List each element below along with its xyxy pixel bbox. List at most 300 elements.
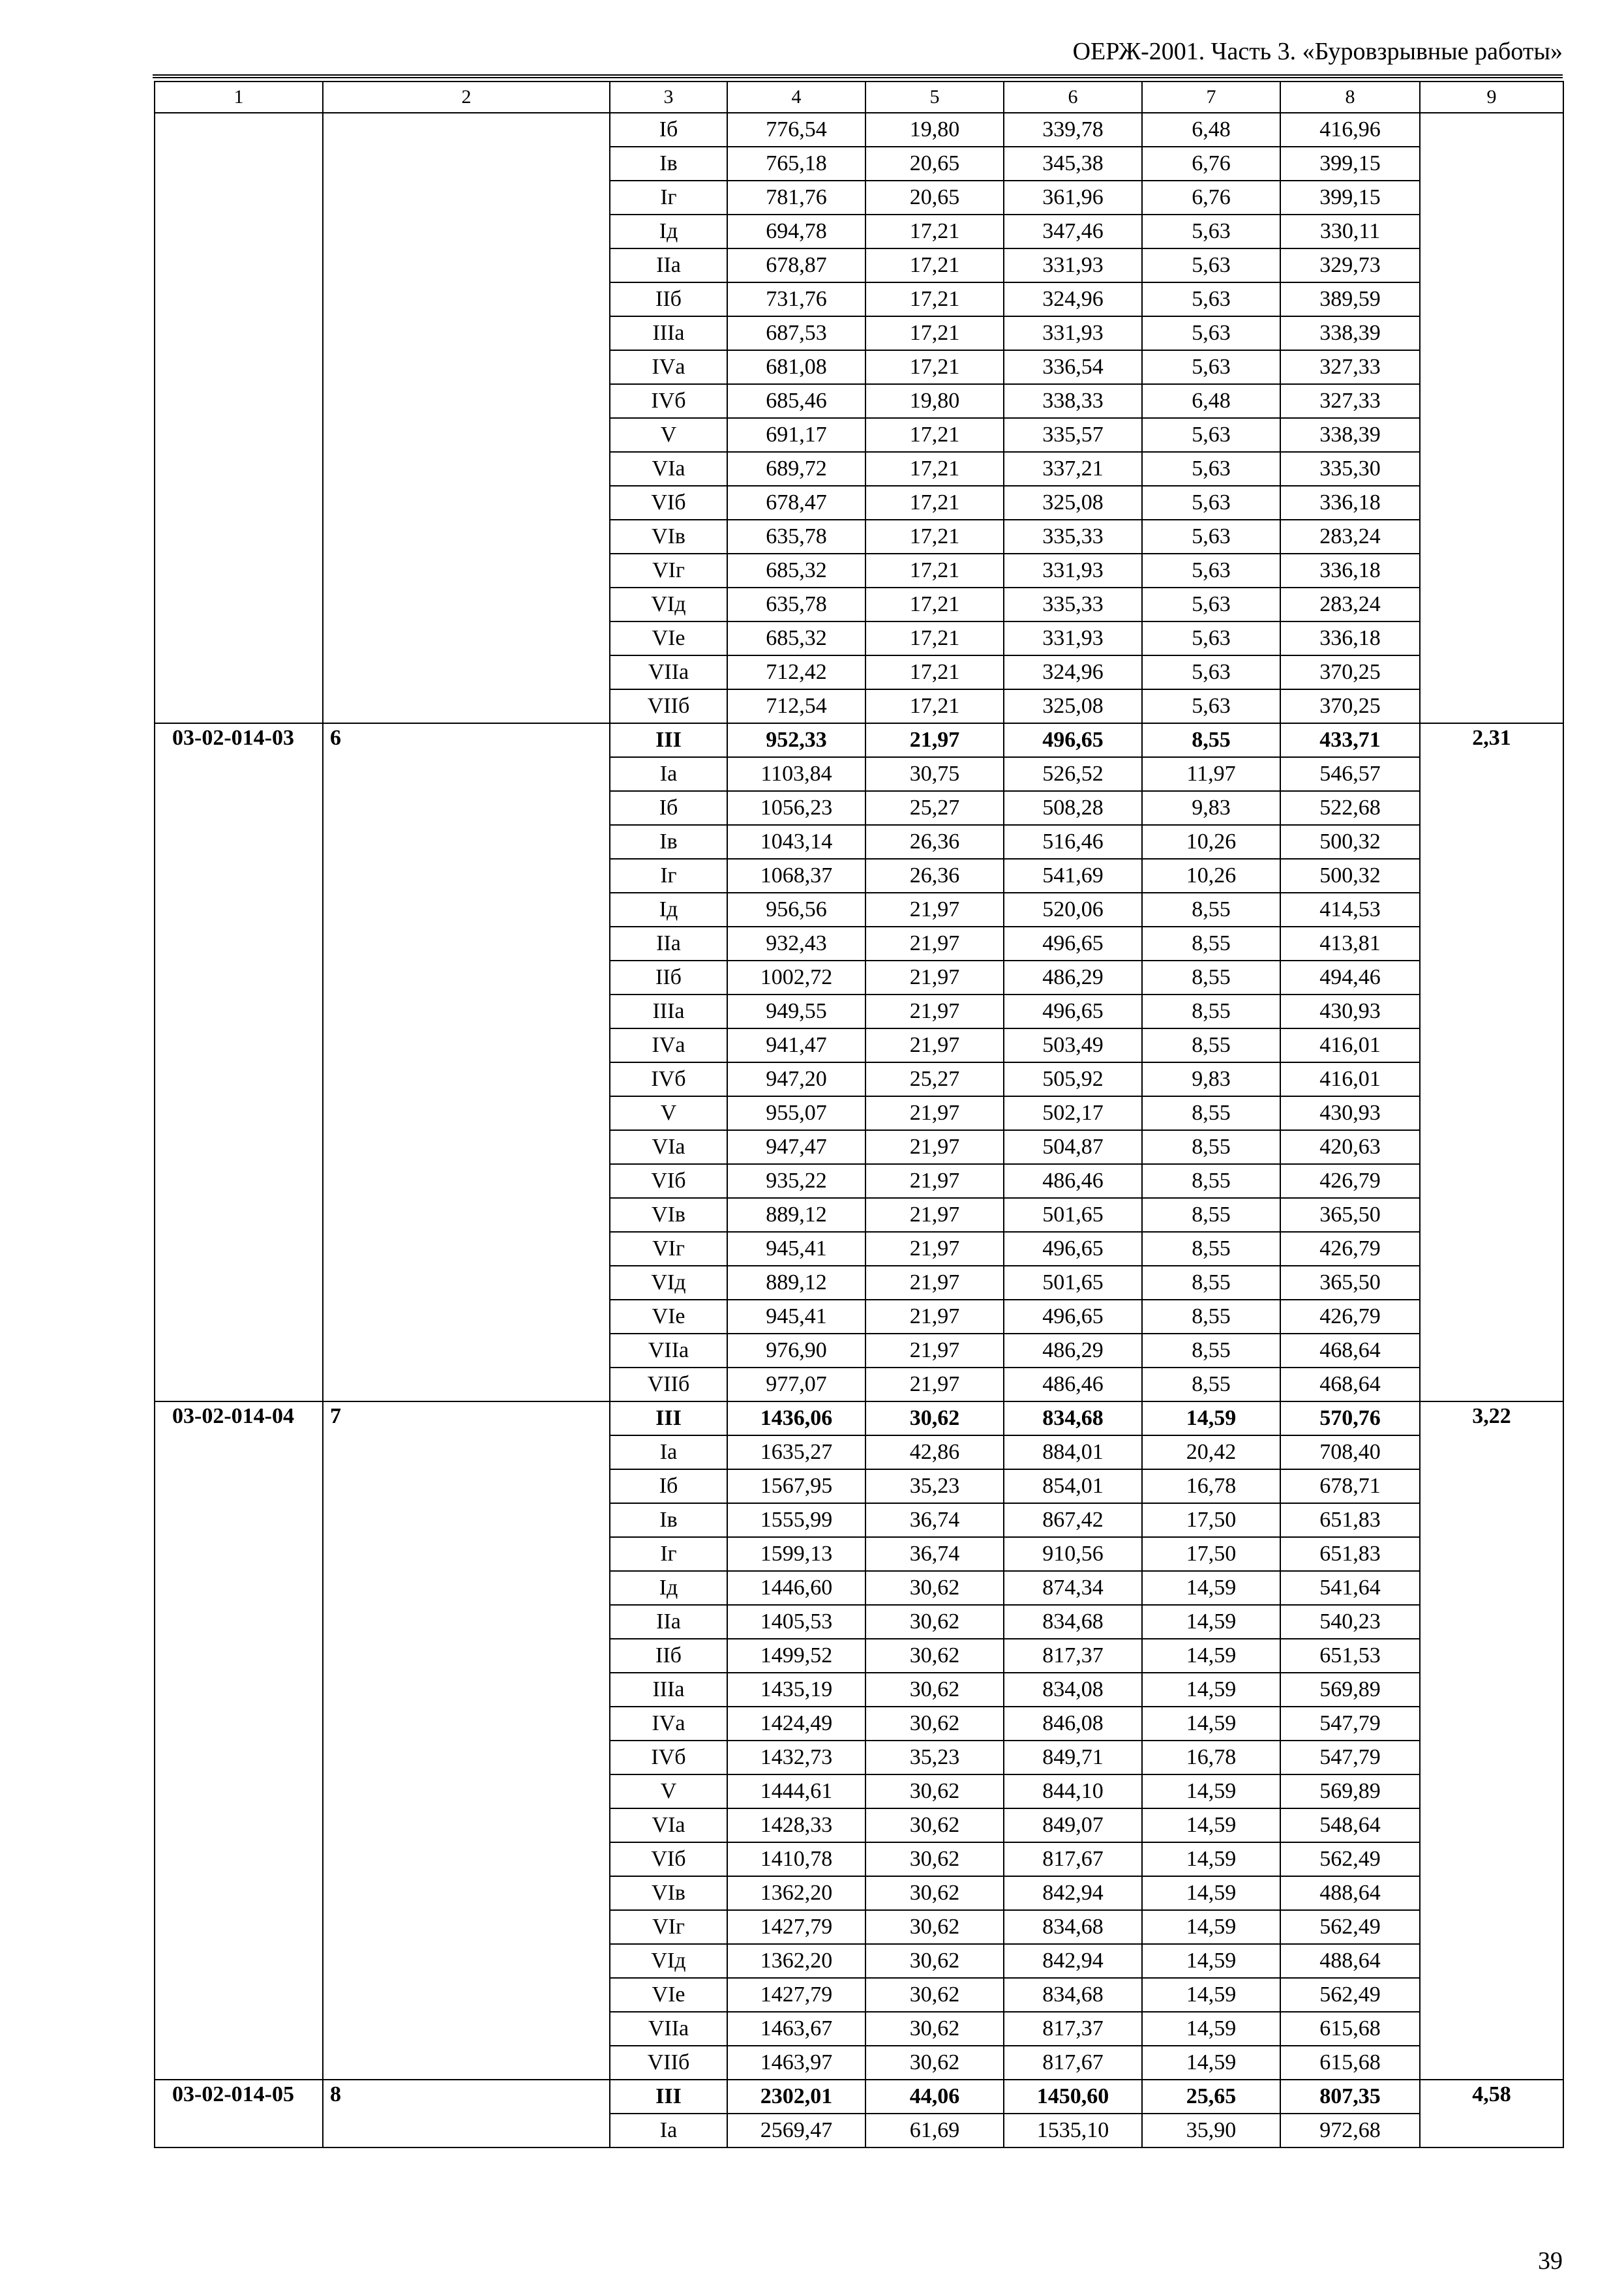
coefficient-cell: 2,31 [1420,723,1563,1401]
rate-category-cell: IIIа [610,316,727,350]
direct-cost-cell: 635,78 [727,588,865,621]
rate-category-cell: VIг [610,554,727,588]
materials-cost-cell: 500,32 [1280,859,1420,893]
labor-wage-cell: 19,80 [865,384,1004,418]
direct-cost-cell: 976,90 [727,1334,865,1368]
machine-cost-cell: 335,57 [1004,418,1142,452]
column-number-cell: 2 [323,82,610,113]
labor-wage-cell: 30,62 [865,1774,1004,1808]
labor-wage-cell: 17,21 [865,621,1004,655]
rate-category-cell: IIа [610,248,727,282]
direct-cost-cell: 947,20 [727,1062,865,1096]
direct-cost-cell: 1444,61 [727,1774,865,1808]
rate-category-cell: V [610,1774,727,1808]
direct-cost-cell: 678,87 [727,248,865,282]
rate-category-cell: III [610,723,727,757]
machine-cost-cell: 335,33 [1004,520,1142,554]
materials-cost-cell: 365,50 [1280,1266,1420,1300]
materials-cost-cell: 283,24 [1280,588,1420,621]
machine-cost-cell: 1535,10 [1004,2114,1142,2147]
machine-cost-cell: 817,67 [1004,1842,1142,1876]
machinist-wage-cell: 5,63 [1142,520,1280,554]
table-row-main [155,723,1563,757]
labor-wage-cell: 21,97 [865,1368,1004,1401]
direct-cost-cell: 1056,23 [727,791,865,825]
machinist-wage-cell: 5,63 [1142,282,1280,316]
machine-cost-cell: 331,93 [1004,248,1142,282]
machinist-wage-cell: 16,78 [1142,1469,1280,1503]
column-number-cell: 9 [1420,82,1563,113]
machine-cost-cell: 874,34 [1004,1571,1142,1605]
materials-cost-cell: 413,81 [1280,927,1420,961]
rate-category-cell: VIв [610,1198,727,1232]
machine-cost-cell: 331,93 [1004,316,1142,350]
labor-wage-cell: 21,97 [865,1130,1004,1164]
labor-wage-cell: 30,62 [865,1673,1004,1707]
rate-code-cell: 03-02-014-04 [155,1401,323,2080]
direct-cost-cell: 691,17 [727,418,865,452]
machinist-wage-cell: 5,63 [1142,350,1280,384]
direct-cost-cell: 681,08 [727,350,865,384]
materials-cost-cell: 399,15 [1280,181,1420,215]
direct-cost-cell: 1499,52 [727,1639,865,1673]
machine-cost-cell: 325,08 [1004,689,1142,723]
labor-wage-cell: 21,97 [865,927,1004,961]
machinist-wage-cell: 8,55 [1142,723,1280,757]
machine-cost-cell: 331,93 [1004,554,1142,588]
rate-category-cell: Iг [610,859,727,893]
direct-cost-cell: 977,07 [727,1368,865,1401]
materials-cost-cell: 562,49 [1280,1842,1420,1876]
rate-category-cell: Iв [610,825,727,859]
direct-cost-cell: 1567,95 [727,1469,865,1503]
materials-cost-cell: 615,68 [1280,2012,1420,2046]
labor-wage-cell: 17,21 [865,554,1004,588]
direct-cost-cell: 781,76 [727,181,865,215]
machine-cost-cell: 505,92 [1004,1062,1142,1096]
labor-wage-cell: 30,62 [865,2046,1004,2080]
materials-cost-cell: 330,11 [1280,215,1420,248]
labor-wage-cell: 25,27 [865,1062,1004,1096]
direct-cost-cell: 1427,79 [727,1978,865,2012]
document-header-title: ОЕРЖ-2001. Часть 3. «Буровзрывные работы» [1072,38,1563,65]
rate-category-cell: VIа [610,452,727,486]
materials-cost-cell: 370,25 [1280,689,1420,723]
rate-category-cell: VIв [610,1876,727,1910]
rate-category-cell: IVб [610,384,727,418]
materials-cost-cell: 541,64 [1280,1571,1420,1605]
rate-category-cell: Iв [610,1503,727,1537]
rate-category-cell: Iа [610,1435,727,1469]
materials-cost-cell: 336,18 [1280,486,1420,520]
direct-cost-cell: 685,32 [727,621,865,655]
direct-cost-cell: 2569,47 [727,2114,865,2147]
labor-wage-cell: 17,21 [865,655,1004,689]
rate-category-cell: VIIа [610,2012,727,2046]
column-number-cell: 3 [610,82,727,113]
labor-wage-cell: 17,21 [865,486,1004,520]
direct-cost-cell: 712,42 [727,655,865,689]
materials-cost-cell: 548,64 [1280,1808,1420,1842]
labor-wage-cell: 17,21 [865,316,1004,350]
table-row-main [155,2080,1563,2114]
rate-description-cell: 6 [323,723,610,1401]
column-number-cell: 5 [865,82,1004,113]
materials-cost-cell: 426,79 [1280,1300,1420,1334]
machinist-wage-cell: 14,59 [1142,1978,1280,2012]
rate-category-cell: VIб [610,1842,727,1876]
direct-cost-cell: 1446,60 [727,1571,865,1605]
materials-cost-cell: 426,79 [1280,1164,1420,1198]
direct-cost-cell: 1428,33 [727,1808,865,1842]
machine-cost-cell: 361,96 [1004,181,1142,215]
direct-cost-cell: 687,53 [727,316,865,350]
rate-description-cell [323,113,610,723]
materials-cost-cell: 500,32 [1280,825,1420,859]
labor-wage-cell: 30,62 [865,1978,1004,2012]
column-numbers-row [155,82,1563,113]
direct-cost-cell: 1405,53 [727,1605,865,1639]
machine-cost-cell: 324,96 [1004,282,1142,316]
direct-cost-cell: 945,41 [727,1300,865,1334]
rate-description-cell: 8 [323,2080,610,2147]
labor-wage-cell: 17,21 [865,452,1004,486]
direct-cost-cell: 1435,19 [727,1673,865,1707]
materials-cost-cell: 569,89 [1280,1673,1420,1707]
machinist-wage-cell: 20,42 [1142,1435,1280,1469]
machinist-wage-cell: 14,59 [1142,1944,1280,1978]
materials-cost-cell: 651,83 [1280,1537,1420,1571]
direct-cost-cell: 678,47 [727,486,865,520]
labor-wage-cell: 36,74 [865,1503,1004,1537]
machine-cost-cell: 834,68 [1004,1605,1142,1639]
page-number: 39 [1538,2247,1563,2275]
machinist-wage-cell: 10,26 [1142,825,1280,859]
machine-cost-cell: 884,01 [1004,1435,1142,1469]
machine-cost-cell: 504,87 [1004,1130,1142,1164]
rate-category-cell: VIIб [610,2046,727,2080]
machine-cost-cell: 834,68 [1004,1401,1142,1435]
labor-wage-cell: 17,21 [865,520,1004,554]
labor-wage-cell: 21,97 [865,1164,1004,1198]
materials-cost-cell: 335,30 [1280,452,1420,486]
labor-wage-cell: 19,80 [865,113,1004,147]
direct-cost-cell: 689,72 [727,452,865,486]
machine-cost-cell: 817,67 [1004,2046,1142,2080]
machinist-wage-cell: 8,55 [1142,961,1280,995]
labor-wage-cell: 21,97 [865,1028,1004,1062]
rate-category-cell: VIб [610,1164,727,1198]
materials-cost-cell: 433,71 [1280,723,1420,757]
machinist-wage-cell: 6,76 [1142,147,1280,181]
rate-category-cell: III [610,1401,727,1435]
direct-cost-cell: 776,54 [727,113,865,147]
rate-category-cell: Iд [610,1571,727,1605]
rate-category-cell: Iб [610,1469,727,1503]
machinist-wage-cell: 5,63 [1142,689,1280,723]
labor-wage-cell: 30,62 [865,1605,1004,1639]
machinist-wage-cell: 8,55 [1142,1164,1280,1198]
labor-wage-cell: 26,36 [865,825,1004,859]
materials-cost-cell: 615,68 [1280,2046,1420,2080]
rate-description-cell: 7 [323,1401,610,2080]
direct-cost-cell: 935,22 [727,1164,865,1198]
labor-wage-cell: 17,21 [865,248,1004,282]
materials-cost-cell: 416,01 [1280,1062,1420,1096]
rate-category-cell: Iг [610,181,727,215]
labor-wage-cell: 21,97 [865,1198,1004,1232]
labor-wage-cell: 17,21 [865,689,1004,723]
materials-cost-cell: 370,25 [1280,655,1420,689]
direct-cost-cell: 889,12 [727,1266,865,1300]
labor-wage-cell: 42,86 [865,1435,1004,1469]
materials-cost-cell: 327,33 [1280,350,1420,384]
direct-cost-cell: 947,47 [727,1130,865,1164]
labor-wage-cell: 21,97 [865,995,1004,1028]
materials-cost-cell: 546,57 [1280,757,1420,791]
machinist-wage-cell: 5,63 [1142,452,1280,486]
rate-category-cell: Iд [610,893,727,927]
machinist-wage-cell: 14,59 [1142,1876,1280,1910]
rate-category-cell: Iб [610,113,727,147]
machine-cost-cell: 325,08 [1004,486,1142,520]
coefficient-cell [1420,113,1563,723]
direct-cost-cell: 1432,73 [727,1741,865,1774]
machinist-wage-cell: 14,59 [1142,1774,1280,1808]
direct-cost-cell: 952,33 [727,723,865,757]
machine-cost-cell: 502,17 [1004,1096,1142,1130]
machine-cost-cell: 503,49 [1004,1028,1142,1062]
rate-category-cell: IVб [610,1741,727,1774]
materials-cost-cell: 414,53 [1280,893,1420,927]
rate-code-cell [155,113,323,723]
direct-cost-cell: 889,12 [727,1198,865,1232]
direct-cost-cell: 1635,27 [727,1435,865,1469]
header-double-rule [153,74,1563,78]
machine-cost-cell: 486,46 [1004,1164,1142,1198]
materials-cost-cell: 569,89 [1280,1774,1420,1808]
materials-cost-cell: 972,68 [1280,2114,1420,2147]
rate-category-cell: VIа [610,1808,727,1842]
direct-cost-cell: 1002,72 [727,961,865,995]
rate-category-cell: IVа [610,350,727,384]
machinist-wage-cell: 8,55 [1142,1130,1280,1164]
materials-cost-cell: 389,59 [1280,282,1420,316]
machinist-wage-cell: 14,59 [1142,1910,1280,1944]
direct-cost-cell: 945,41 [727,1232,865,1266]
rate-category-cell: VIе [610,621,727,655]
machinist-wage-cell: 25,65 [1142,2080,1280,2114]
rate-category-cell: VIIб [610,689,727,723]
machine-cost-cell: 842,94 [1004,1944,1142,1978]
machine-cost-cell: 324,96 [1004,655,1142,689]
direct-cost-cell: 1427,79 [727,1910,865,1944]
direct-cost-cell: 1068,37 [727,859,865,893]
rate-category-cell: VIд [610,1266,727,1300]
labor-wage-cell: 35,23 [865,1469,1004,1503]
machine-cost-cell: 846,08 [1004,1707,1142,1741]
labor-wage-cell: 30,62 [865,1401,1004,1435]
machine-cost-cell: 338,33 [1004,384,1142,418]
machine-cost-cell: 335,33 [1004,588,1142,621]
rate-category-cell: VIв [610,520,727,554]
labor-wage-cell: 30,62 [865,1707,1004,1741]
direct-cost-cell: 685,46 [727,384,865,418]
machine-cost-cell: 486,29 [1004,961,1142,995]
machine-cost-cell: 526,52 [1004,757,1142,791]
materials-cost-cell: 488,64 [1280,1876,1420,1910]
rate-category-cell: VIа [610,1130,727,1164]
machine-cost-cell: 501,65 [1004,1198,1142,1232]
materials-cost-cell: 420,63 [1280,1130,1420,1164]
direct-cost-cell: 955,07 [727,1096,865,1130]
materials-cost-cell: 547,79 [1280,1707,1420,1741]
labor-wage-cell: 21,97 [865,1334,1004,1368]
rate-category-cell: Iб [610,791,727,825]
rate-category-cell: Iа [610,757,727,791]
direct-cost-cell: 1424,49 [727,1707,865,1741]
materials-cost-cell: 651,83 [1280,1503,1420,1537]
labor-wage-cell: 20,65 [865,181,1004,215]
machinist-wage-cell: 14,59 [1142,1673,1280,1707]
materials-cost-cell: 416,96 [1280,113,1420,147]
rates-table-body [155,82,1563,2147]
rate-category-cell: Iа [610,2114,727,2147]
labor-wage-cell: 17,21 [865,350,1004,384]
machine-cost-cell: 486,29 [1004,1334,1142,1368]
machine-cost-cell: 834,08 [1004,1673,1142,1707]
labor-wage-cell: 26,36 [865,859,1004,893]
materials-cost-cell: 338,39 [1280,418,1420,452]
machine-cost-cell: 842,94 [1004,1876,1142,1910]
direct-cost-cell: 941,47 [727,1028,865,1062]
labor-wage-cell: 30,75 [865,757,1004,791]
rate-category-cell: IVб [610,1062,727,1096]
machinist-wage-cell: 14,59 [1142,1605,1280,1639]
direct-cost-cell: 1555,99 [727,1503,865,1537]
machine-cost-cell: 834,68 [1004,1978,1142,2012]
rate-category-cell: IIб [610,282,727,316]
rate-category-cell: VIIа [610,655,727,689]
direct-cost-cell: 712,54 [727,689,865,723]
direct-cost-cell: 731,76 [727,282,865,316]
labor-wage-cell: 30,62 [865,1910,1004,1944]
column-number-cell: 8 [1280,82,1420,113]
materials-cost-cell: 426,79 [1280,1232,1420,1266]
table-row-main [155,1401,1563,1435]
labor-wage-cell: 35,23 [865,1741,1004,1774]
machinist-wage-cell: 8,55 [1142,893,1280,927]
labor-wage-cell: 30,62 [865,1876,1004,1910]
labor-wage-cell: 17,21 [865,215,1004,248]
rate-category-cell: V [610,418,727,452]
machine-cost-cell: 331,93 [1004,621,1142,655]
materials-cost-cell: 468,64 [1280,1334,1420,1368]
materials-cost-cell: 708,40 [1280,1435,1420,1469]
machine-cost-cell: 337,21 [1004,452,1142,486]
machinist-wage-cell: 5,63 [1142,418,1280,452]
rate-category-cell: VIб [610,486,727,520]
materials-cost-cell: 365,50 [1280,1198,1420,1232]
labor-wage-cell: 21,97 [865,1300,1004,1334]
rate-category-cell: III [610,2080,727,2114]
machinist-wage-cell: 5,63 [1142,621,1280,655]
materials-cost-cell: 562,49 [1280,1910,1420,1944]
labor-wage-cell: 17,21 [865,282,1004,316]
materials-cost-cell: 562,49 [1280,1978,1420,2012]
materials-cost-cell: 547,79 [1280,1741,1420,1774]
machinist-wage-cell: 8,55 [1142,1028,1280,1062]
machine-cost-cell: 817,37 [1004,1639,1142,1673]
rate-category-cell: IIа [610,1605,727,1639]
direct-cost-cell: 949,55 [727,995,865,1028]
direct-cost-cell: 635,78 [727,520,865,554]
direct-cost-cell: 1103,84 [727,757,865,791]
table-row [155,113,1563,147]
labor-wage-cell: 61,69 [865,2114,1004,2147]
labor-wage-cell: 30,62 [865,2012,1004,2046]
rate-category-cell: VIе [610,1300,727,1334]
machine-cost-cell: 867,42 [1004,1503,1142,1537]
machinist-wage-cell: 5,63 [1142,316,1280,350]
machine-cost-cell: 849,71 [1004,1741,1142,1774]
machine-cost-cell: 496,65 [1004,995,1142,1028]
materials-cost-cell: 329,73 [1280,248,1420,282]
materials-cost-cell: 283,24 [1280,520,1420,554]
machinist-wage-cell: 8,55 [1142,1266,1280,1300]
materials-cost-cell: 522,68 [1280,791,1420,825]
labor-wage-cell: 20,65 [865,147,1004,181]
direct-cost-cell: 1362,20 [727,1876,865,1910]
machinist-wage-cell: 14,59 [1142,1808,1280,1842]
labor-wage-cell: 21,97 [865,893,1004,927]
machinist-wage-cell: 8,55 [1142,927,1280,961]
rate-category-cell: VIIб [610,1368,727,1401]
machinist-wage-cell: 8,55 [1142,1232,1280,1266]
machine-cost-cell: 910,56 [1004,1537,1142,1571]
machine-cost-cell: 817,37 [1004,2012,1142,2046]
column-number-cell: 7 [1142,82,1280,113]
machinist-wage-cell: 17,50 [1142,1503,1280,1537]
machinist-wage-cell: 5,63 [1142,554,1280,588]
machine-cost-cell: 336,54 [1004,350,1142,384]
machinist-wage-cell: 8,55 [1142,1096,1280,1130]
machinist-wage-cell: 9,83 [1142,791,1280,825]
machinist-wage-cell: 8,55 [1142,1334,1280,1368]
rate-category-cell: VIг [610,1910,727,1944]
machinist-wage-cell: 14,59 [1142,1571,1280,1605]
labor-wage-cell: 30,62 [865,1842,1004,1876]
machine-cost-cell: 520,06 [1004,893,1142,927]
machinist-wage-cell: 14,59 [1142,1639,1280,1673]
machine-cost-cell: 508,28 [1004,791,1142,825]
rate-category-cell: Iд [610,215,727,248]
machinist-wage-cell: 8,55 [1142,1198,1280,1232]
materials-cost-cell: 494,46 [1280,961,1420,995]
direct-cost-cell: 1410,78 [727,1842,865,1876]
machine-cost-cell: 834,68 [1004,1910,1142,1944]
rate-category-cell: IIб [610,961,727,995]
column-number-cell: 4 [727,82,865,113]
machine-cost-cell: 496,65 [1004,1300,1142,1334]
materials-cost-cell: 570,76 [1280,1401,1420,1435]
labor-wage-cell: 17,21 [865,588,1004,621]
direct-cost-cell: 694,78 [727,215,865,248]
machinist-wage-cell: 14,59 [1142,2012,1280,2046]
rate-category-cell: Iв [610,147,727,181]
labor-wage-cell: 30,62 [865,1639,1004,1673]
materials-cost-cell: 488,64 [1280,1944,1420,1978]
